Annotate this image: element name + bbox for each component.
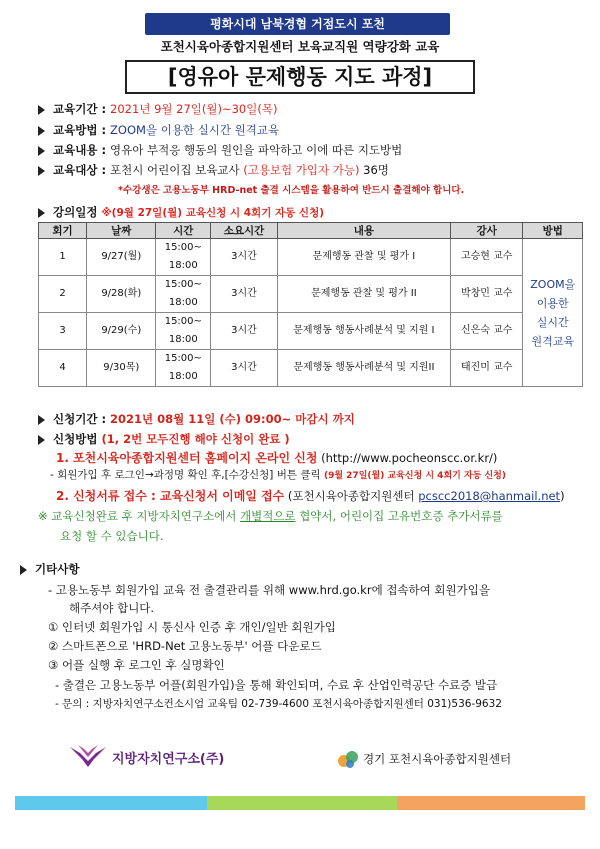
cell-content: 문제행동 관찰 및 평가 I	[277, 239, 450, 276]
column-header: 방법	[523, 223, 583, 239]
footer-bar-orange	[397, 796, 585, 810]
triangle-bullet-icon	[38, 435, 45, 445]
cell-content: 문제행동 행동사례분석 및 지원II	[277, 350, 450, 387]
cell-method: ZOOM을 이용한 실시간 원격교육	[523, 239, 583, 387]
center-logo-icon	[336, 747, 360, 771]
column-header: 강사	[450, 223, 523, 239]
left-logo: 지방자치연구소(주)	[68, 743, 224, 771]
cell-duration: 3시간	[211, 276, 278, 313]
table-row	[39, 276, 583, 313]
cell-date: 9/28(화)	[87, 276, 156, 313]
triangle-bullet-icon	[38, 166, 45, 176]
cell-date: 9/30목)	[87, 350, 156, 387]
column-header: 내용	[277, 223, 450, 239]
cell-time: 15:00~ 18:00	[156, 239, 211, 276]
cell-instructor: 태진미 교수	[450, 350, 523, 387]
cell-time: 15:00~ 18:00	[156, 276, 211, 313]
etc-line: - 문의 : 지방자치연구소컨소시엄 교육팀 02-739-4600 포천시육아종합지원센터 031)536-9632	[55, 698, 502, 710]
cell-duration: 3시간	[211, 350, 278, 387]
etc-line: ① 인터넷 회원가입 시 통신사 인증 후 개인/일반 회원가입	[48, 620, 336, 634]
cell-date: 9/27(월)	[87, 239, 156, 276]
page-title: [영유아 문제행동 지도 과정]	[125, 60, 475, 94]
cell-content: 문제행동 관찰 및 평가 II	[277, 276, 450, 313]
column-header: 소요시간	[211, 223, 278, 239]
cell-instructor: 고승현 교수	[450, 239, 523, 276]
schedule-heading: 강의일정 ※(9월 27일(월) 교육신청 시 4회기 자동 신청)	[38, 204, 324, 220]
info-content: 교육내용 : 영유아 부적응 행동의 원인을 파악하고 이에 따른 지도방법	[38, 142, 402, 158]
apply-notice-line2: 요청 할 수 있습니다.	[60, 529, 164, 543]
right-logo: 경기 포천시육아종합지원센터	[336, 747, 511, 771]
cell-time: 15:00~ 18:00	[156, 350, 211, 387]
apply-method: 신청방법 (1, 2번 모두진행 해야 신청이 완료 )	[38, 431, 290, 447]
cell-instructor: 박창민 교수	[450, 276, 523, 313]
triangle-bullet-icon	[38, 126, 45, 136]
info-method: 교육방법 : ZOOM을 이용한 실시간 원격교육	[38, 122, 279, 138]
etc-heading: 기타사항	[20, 561, 79, 577]
table-row	[39, 239, 583, 276]
etc-line: - 고용노동부 회원가입 교육 전 출결관리를 위해 www.hrd.go.kr에 접속하여 회원가입을	[48, 583, 490, 597]
cell-content: 문제행동 행동사례분석 및 지원 I	[277, 313, 450, 350]
cell-time: 15:00~ 18:00	[156, 313, 211, 350]
cell-date: 9/29(수)	[87, 313, 156, 350]
etc-line: ② 스마트폰으로 'HRD-Net 고용노동부' 어플 다운로드	[48, 639, 322, 653]
column-header: 날짜	[87, 223, 156, 239]
cell-no: 1	[39, 239, 87, 276]
footer-bar-green	[207, 796, 397, 810]
info-target: 교육대상 : 포천시 어린이집 보육교사 (고용보험 가입자 가능) 36명	[38, 162, 389, 178]
table-row	[39, 350, 583, 387]
table-row	[39, 313, 583, 350]
apply-step1-detail: - 회원가입 후 로그인→과정명 확인 후,[수강신청] 버튼 클릭 (9월 27일(월) 교육신청 시 4회기 자동 신청)	[50, 469, 506, 481]
triangle-bullet-icon	[38, 415, 45, 425]
triangle-bullet-icon	[38, 208, 45, 218]
apply-step2: 2. 신청서류 접수 : 교육신청서 이메일 접수 (포천시육아종합지원센터 pcscc2018@hanmail.net)	[56, 489, 565, 503]
footer-bar-blue	[15, 796, 207, 810]
cell-no: 4	[39, 350, 87, 387]
cell-instructor: 신은숙 교수	[450, 313, 523, 350]
triangle-bullet-icon	[38, 105, 45, 115]
etc-line: - 출결은 고용노동부 어플(회원가입)을 통해 확인되며, 수료 후 산업인력공단 수료증 발급	[55, 678, 498, 692]
column-header: 회기	[39, 223, 87, 239]
cell-no: 2	[39, 276, 87, 313]
header-banner: 평화시대 남북경협 거점도시 포천	[145, 13, 450, 35]
phoenix-logo-icon	[68, 743, 108, 771]
table-header-row	[39, 223, 583, 239]
apply-period: 신청기간 : 2021년 08월 11일 (수) 09:00~ 마감시 까지	[38, 411, 355, 427]
info-period: 교육기간 : 2021년 9월 27일(월)~30일(목)	[38, 101, 277, 117]
schedule-table	[38, 222, 583, 387]
email-link[interactable]: pcscc2018@hanmail.net	[418, 489, 561, 503]
apply-step1: 1. 포천시육아종합지원센터 홈페이지 온라인 신청 (http://www.pocheonscc.or.kr/)	[56, 451, 498, 465]
cell-duration: 3시간	[211, 239, 278, 276]
cell-no: 3	[39, 313, 87, 350]
etc-line: 해주셔야 합니다.	[69, 601, 155, 615]
triangle-bullet-icon	[38, 146, 45, 156]
column-header: 시간	[156, 223, 211, 239]
info-target-note: *수강생은 고용노동부 HRD-net 출결 시스템을 활용하여 반드시 출결해야 합니다.	[118, 185, 465, 196]
apply-notice-line1: ※ 교육신청완료 후 지방자치연구소에서 개별적으로 협약서, 어린이집 고유번호증 추가서류를	[38, 509, 503, 523]
cell-duration: 3시간	[211, 313, 278, 350]
header-subtitle: 포천시육아종합지원센터 보육교직원 역량강화 교육	[160, 39, 440, 54]
triangle-bullet-icon	[20, 565, 27, 575]
etc-line: ③ 어플 실행 후 로그인 후 실명확인	[48, 658, 225, 672]
